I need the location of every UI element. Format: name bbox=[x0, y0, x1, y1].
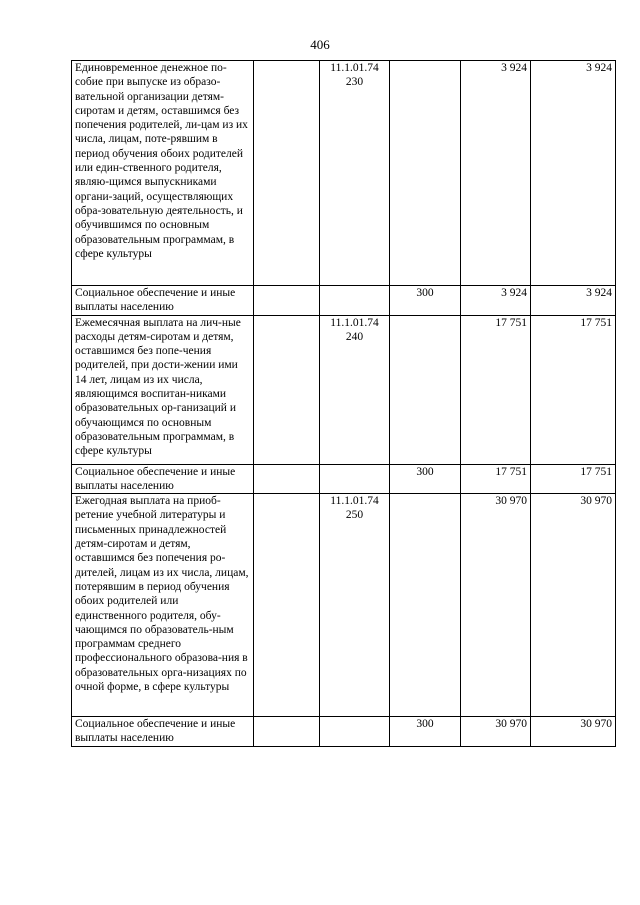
row-name: Социальное обеспечение и иные выплаты населению bbox=[72, 717, 254, 747]
empty-cell bbox=[254, 494, 320, 717]
expense-type: 300 bbox=[390, 286, 461, 316]
budget-table bbox=[71, 60, 616, 747]
amount-1: 17 751 bbox=[461, 464, 531, 494]
expense-type bbox=[390, 61, 461, 286]
amount-2: 17 751 bbox=[531, 464, 616, 494]
row-name: Социальное обеспечение и иные выплаты населению bbox=[72, 286, 254, 316]
row-name: Ежегодная выплата на приоб-ретение учебной литературы и письменных принадлежностей детям-сиротам и детям, оставшимся без попечения ро-дителей, лицам из их числа, лицам, потерявшим в период обучения обоих родителей или единственного родителя, обу-чающимся по образователь-ным программам среднего профессионального образова-ния в образовательных орга-низациях по очной форме, в сфере культуры bbox=[72, 494, 254, 717]
empty-cell bbox=[254, 717, 320, 747]
amount-2: 30 970 bbox=[531, 494, 616, 717]
target-code: 11.1.01.74 250 bbox=[320, 494, 390, 717]
amount-1: 3 924 bbox=[461, 286, 531, 316]
table-row bbox=[72, 464, 616, 494]
amount-2: 3 924 bbox=[531, 61, 616, 286]
table-row bbox=[72, 494, 616, 717]
target-code bbox=[320, 717, 390, 747]
amount-2: 17 751 bbox=[531, 315, 616, 464]
table-row bbox=[72, 315, 616, 464]
empty-cell bbox=[254, 315, 320, 464]
target-code bbox=[320, 286, 390, 316]
target-code: 11.1.01.74 230 bbox=[320, 61, 390, 286]
row-name: Единовременное денежное по-собие при выпуске из образо-вательной организации детям-сиротам и детям, оставшимся без попечения родителей, ли-цам из их числа, лицам, поте-рявшим в период обучения обоих родителей или един-ственного родителя, являю-щимся выпускниками органи-заций, осуществляющих обра-зовательную деятельность, и обучившимся по основным образовательным программам, в сфере культуры bbox=[72, 61, 254, 286]
expense-type: 300 bbox=[390, 717, 461, 747]
amount-1: 3 924 bbox=[461, 61, 531, 286]
empty-cell bbox=[254, 286, 320, 316]
expense-type bbox=[390, 494, 461, 717]
amount-1: 17 751 bbox=[461, 315, 531, 464]
expense-type bbox=[390, 315, 461, 464]
amount-2: 3 924 bbox=[531, 286, 616, 316]
table-row bbox=[72, 286, 616, 316]
table-row bbox=[72, 61, 616, 286]
expense-type: 300 bbox=[390, 464, 461, 494]
amount-1: 30 970 bbox=[461, 717, 531, 747]
page-number: 406 bbox=[310, 37, 330, 52]
amount-2: 30 970 bbox=[531, 717, 616, 747]
empty-cell bbox=[254, 464, 320, 494]
table-row bbox=[72, 717, 616, 747]
row-name: Социальное обеспечение и иные выплаты населению bbox=[72, 464, 254, 494]
empty-cell bbox=[254, 61, 320, 286]
target-code: 11.1.01.74 240 bbox=[320, 315, 390, 464]
amount-1: 30 970 bbox=[461, 494, 531, 717]
row-name: Ежемесячная выплата на лич-ные расходы детям-сиротам и детям, оставшимся без попе-чения родителей, при дости-жении ими 14 лет, лицам из их числа, являющимся воспитан-никами образовательных ор-ганизаций и обучающимся по основным образовательным программам, в сфере культуры bbox=[72, 315, 254, 464]
target-code bbox=[320, 464, 390, 494]
